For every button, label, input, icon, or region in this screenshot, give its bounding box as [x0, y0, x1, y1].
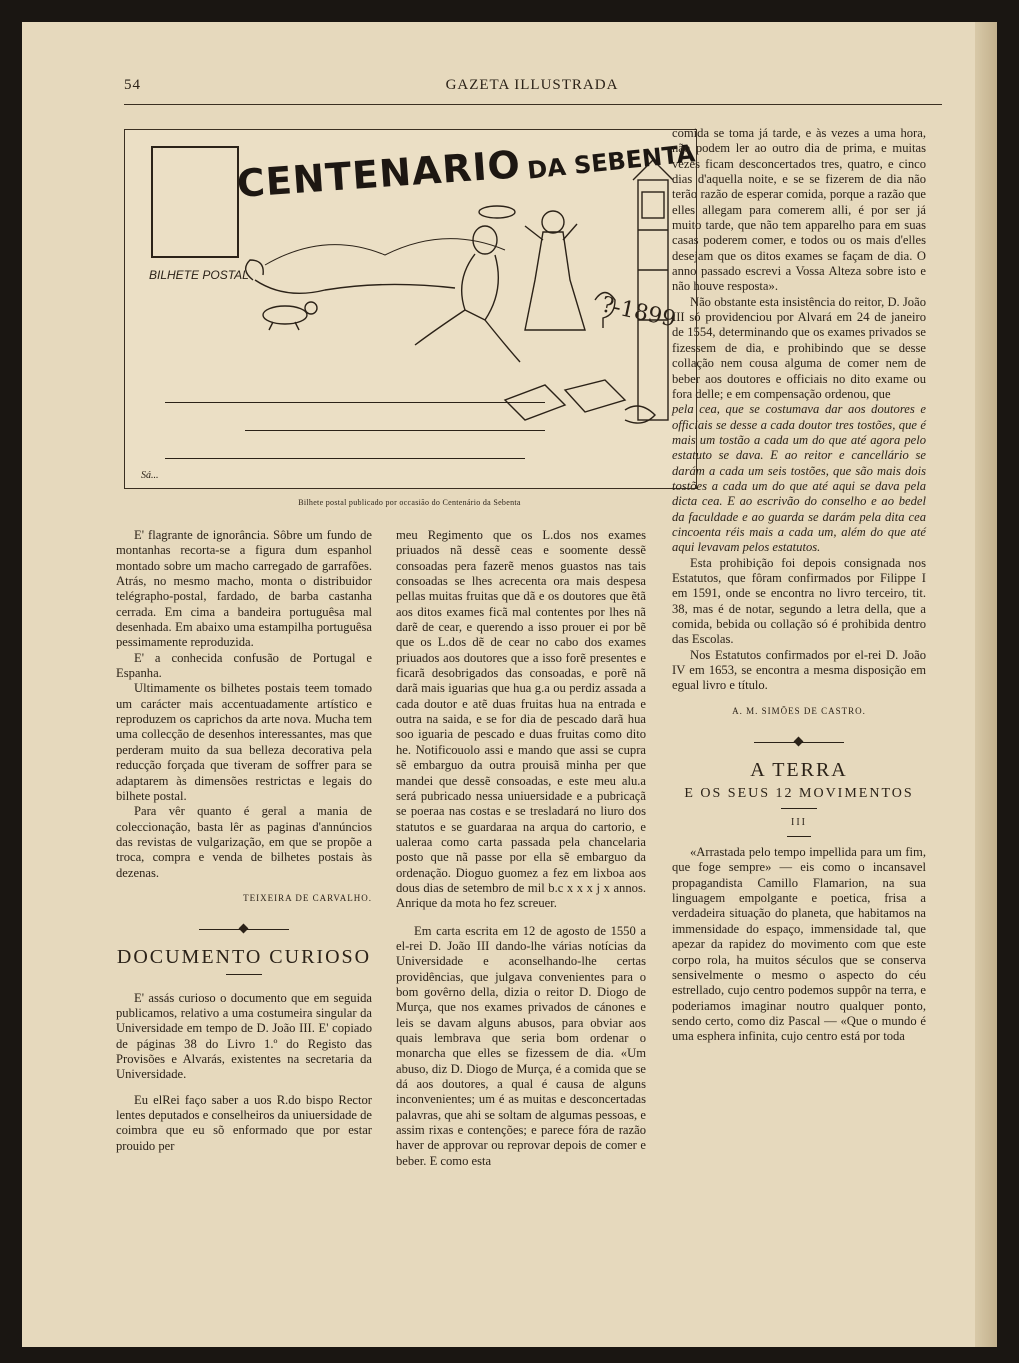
postcard-label: BILHETE POSTAL — [149, 268, 249, 282]
artist-signature: Sá... — [141, 470, 159, 481]
postcard-subtitle: DA SEBENTA — [525, 139, 697, 185]
paragraph: E' assás curioso o documento que em seguida publicamos, relativo a uma costumeira singular da Universidade em tempo de D. João III. E' copiado de páginas 38 do Livro 1.º do Registo das Provisões e Alvarás, existentes na secretaria da Universidade. — [116, 990, 372, 1082]
address-line — [165, 402, 545, 403]
section-ornament — [672, 735, 926, 749]
author-signature: A. M. SIMÕES DE CASTRO. — [732, 705, 866, 716]
column-1 — [116, 528, 372, 1154]
italic-quote: pela cea, que se costumava dar aos doutores e officiais se desse a cada doutor tres tostões, que é mais um tostão a cada um do que até agora pelo estatuto se dava. E ao reitor e cancellário se darám a cada um seis tostões, que são mais dois tostões a cada um do que até aqui se dava pela dicta cea. E ao escrivão do conselho e ao bedel da faculdade e ao guarda se darám pela dita cea cincoenta réis mais a cada um, além do que até aqui levavam pelos estatutos. — [672, 402, 926, 555]
address-line — [245, 430, 545, 431]
section-ornament — [116, 922, 372, 936]
paragraph: comida se toma já tarde, e às vezes a uma hora, não podem ler ao outro dia de prima, e muitas vezes ficam desconcertados tres, quatro, e cinco dias d'aquella noite, e se se fizerem de dia não terão razão de esperar comida, porque a razão que elles allegam para comerem alli, é por ser já muito tarde, que não tem apparelho para em suas casas poderem comer, e todos ou os mais d'elles desejam que os ditos exames se façam de dia. O anno passado escrevi a Vossa Alteza sobre isto e não houve resposta». — [672, 126, 926, 294]
stamp-box — [151, 146, 239, 258]
paragraph: Esta prohibição foi depois consignada nos Estatutos, que fôram confirmados por Filippe I em 1591, onde se encontra no livro terceiro, tit. 38, mas é de notar, segundo a letra della, que a comida, bebida ou collação só é prohibida dentro das Escolas. — [672, 555, 926, 647]
part-number: III — [791, 816, 807, 828]
postcard-illustration — [124, 129, 697, 489]
paragraph: «Arrastada pelo tempo impellida para um fim, que foge sempre» — eis como o incansavel propagandista Camillo Flamarion, na sua linguagem empolgante e poetica, frisa a verdadeira situação do planeta, que habitamos na immensidade do espaço, immensidade tal, que apezar da rapidez do movimento com que este corpo rola, ha muitos séculos que se conserva sensivelmente o mesmo o aspecto do céu estrellado, cujo centro podemos suppôr na terra, e poderiamos imaginar noutro qualquer ponto, sendo certo, como diz Pascal — «Que o mundo é uma esphera infinita, cujo centro está por toda — [672, 845, 926, 1044]
paragraph: Eu elRei faço saber a uos R.do bispo Rector lentes deputados e conselheiros da uniuersidade de coimbra que eu sõ enformado que por estar prouido per — [116, 1092, 372, 1153]
paragraph: Em carta escrita em 12 de agosto de 1550 a el-rei D. João III dando-lhe várias notícias da Universidade e aconselhando-lhe certas providências, que julgava convenientes para o bom govêrno della, dizia o reitor D. Diogo de Murça, que nos exames privados de cánones e leis se davam alguns abusos, para obviar aos quais lembrava que seria bom ordenar o monarcha que elles se fizessem de dia. «Um abuso, diz D. Diogo de Murça, é a comida que se dá aos doutores, a qual é causa de alguns inconvenientes; um é as muitas e desconcertadas palavras, que ahi se soltam de algumas pessoas, e assim rixas e contenções; e parece fóra de razão haver de approvar ou reprovar depois de comer e beber. E como esta — [396, 923, 646, 1168]
postcard-title: CENTENARIO — [235, 142, 523, 206]
publication-title: GAZETA ILLUSTRADA — [445, 77, 619, 93]
illustration-caption: Bilhete postal publicado por occasião do Centenário da Sebenta — [298, 498, 521, 507]
paragraph: Ultimamente os bilhetes postais teem tomado um carácter mais accentuadamente artístico e reproduzem os caprichos da arte nova. Mucha tem uma collecção de desenhos interessantes, mas que perderam muito da sua belleza decorativa pela reducção forçada que tiveram de soffrer para se adaptarem às dimensões restrictas e legais do bilhete postal. — [116, 681, 372, 803]
column-2 — [396, 528, 646, 1169]
quoted-paragraph — [672, 402, 926, 555]
paragraph: Não obstante esta insistência do reitor, D. João III só providenciou por Alvará em 24 de janeiro de 1554, determinando que os exames privados se fizessem de dia, e prohibindo que se desse collação nem cousa alguma de comer nem de beber aos doutores e officiais no dito exame ou fora delle; e em compensação ordenou, que — [672, 294, 926, 401]
section-headline: DOCUMENTO CURIOSO — [116, 946, 372, 969]
part-rule — [787, 836, 811, 837]
header-rule — [124, 104, 942, 105]
paragraph: E' flagrante de ignorância. Sôbre um fundo de montanhas recorta-se a figura dum espanhol montado sobre um macho carregado de garrafões. Atrás, no mesmo macho, monta o distribuidor telégrapho-postal, fardado, de barba castanha cerrada. Em cima a bandeira portuguêsa mal desenhada. Em abaixo uma estampilha portuguêsa pessimamente reproduzida. — [116, 528, 372, 650]
headline-rule — [781, 808, 817, 809]
page-edge — [975, 22, 997, 1347]
paragraph: meu Regimento que os L.dos nos exames priuados nã dessẽ ceas e soomente dessẽ consoadas pera fazerẽ menos guastos nas tais consoadas se lhes acrecenta ora mais despesa pellas muitas fruitas que dã e os doutores que ẽtã aos ditos exames ficã mal contentes por lhes nã darẽ de cear, e querendo a isso prouer ei por bẽ que os L.dos dẽ de cear no cabo dos exames priuados aos doutores que a isso forẽ presentes e ficarã desobrigados das consoadas, e porẽ nã darã mais iguarias que hua g.a ou perdiz assada a cada doutor e atẽ duas fruitas hua na entrada e outra na saida, e se for dia de pescado darã hua soo iguaria de pescado e duas fruitas como dito he. Notificouolo assi e mando que assi se cupra sẽ embarguo da outra prouisã minha per que mandei que dessẽ consoadas, e este meu alu.a será pubricado nessa uniuersidade e a pubricaçã se poeraa nas costas e se tresladará no liuro dos statutos e se guardaraa na arqua do cartorio, e ualeraa como carta passada pela chancelaria posto que nã passe por ella sẽ embarguo da ordenação. Dioguo guomez a fez em lixboa aos dous dias de setembro de mil b.c x x x j x annos. Anrique da mota ho fez screuer. — [396, 528, 646, 911]
author-signature: TEIXEIRA DE CARVALHO. — [243, 892, 372, 903]
section-subheadline: E OS SEUS 12 MOVIMENTOS — [684, 786, 914, 802]
column-3 — [672, 126, 926, 1045]
page-number: 54 — [124, 77, 141, 93]
newspaper-page — [22, 22, 997, 1347]
address-line — [165, 458, 525, 459]
paragraph: Nos Estatutos confirmados por el-rei D. João IV em 1653, se encontra a mesma disposição em egual livro e título. — [672, 647, 926, 693]
page-header — [124, 77, 940, 97]
headline-rule — [226, 974, 262, 975]
paragraph: E' a conhecida confusão de Portugal e Espanha. — [116, 650, 372, 681]
section-headline: A TERRA — [750, 759, 848, 782]
postcard-year: ?-1899 — [599, 292, 678, 333]
paragraph: Para vêr quanto é geral a mania de coleccionação, basta lêr as paginas d'annúncios das revistas de vulgarização, em que se propõe a troca, compra e venda de bilhetes postais às dezenas. — [116, 804, 372, 880]
